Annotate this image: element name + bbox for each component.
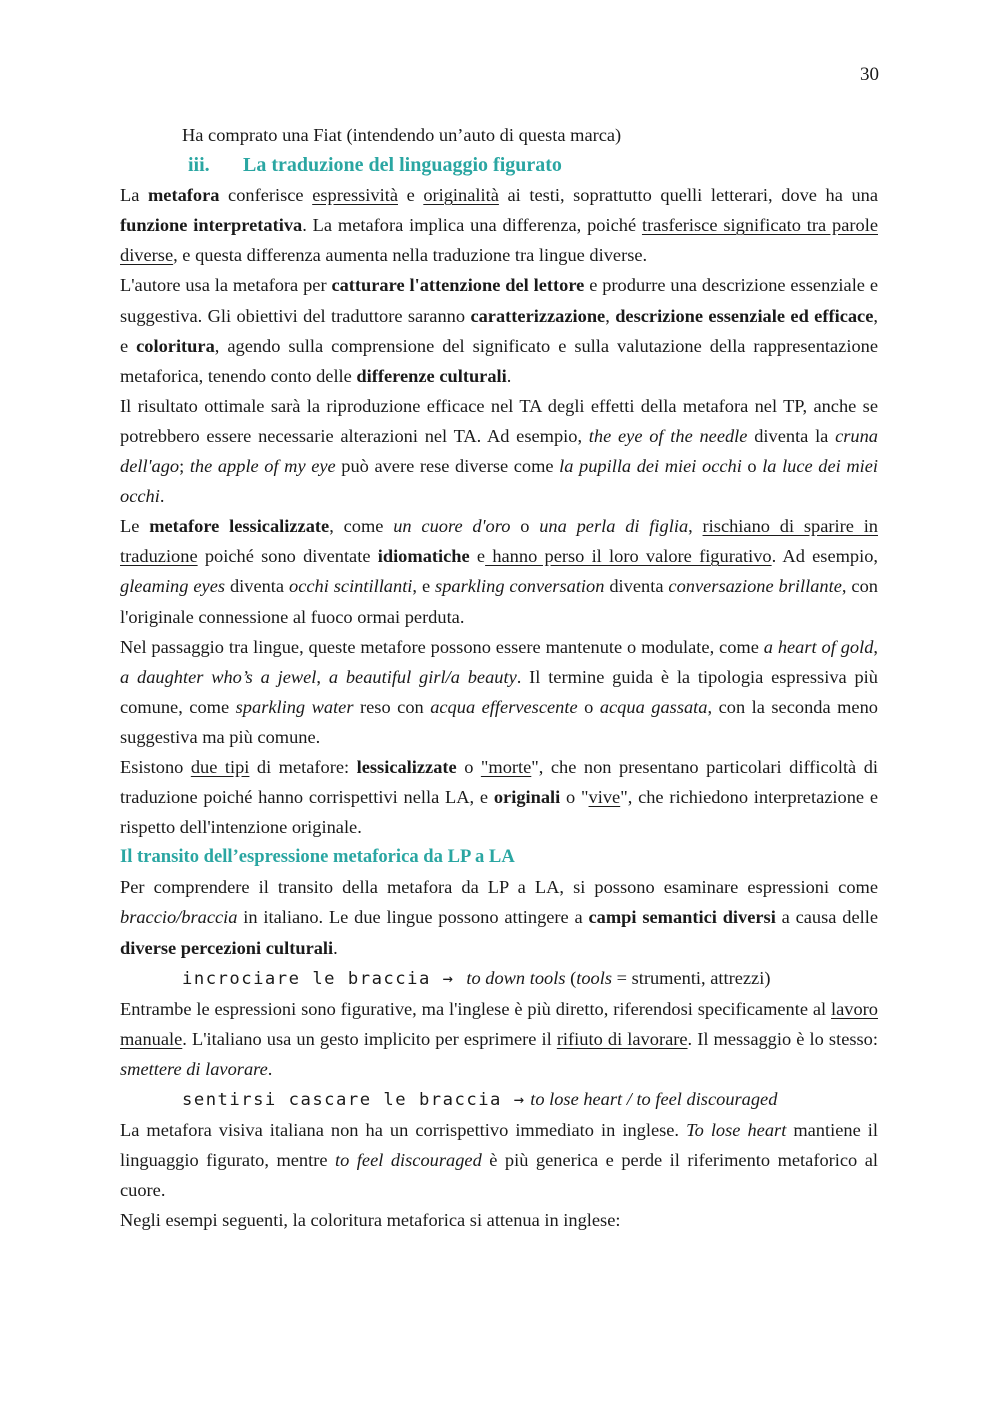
intro-line: Ha comprato una Fiat (intendendo un’auto di questa marca) — [182, 125, 622, 145]
section-subheading — [120, 150, 878, 180]
subheading-number: iii. — [188, 154, 210, 177]
paragraph-esempi-seguenti: Negli esempi seguenti, la coloritura metaforica si attenua in inglese: — [120, 1210, 621, 1231]
paragraph-autore: L'autore usa la metafora per catturare l'attenzione del lettore e produrre una descrizione essenziale e suggestiva. Gli obiettivi del traduttore saranno caratterizzazione, descrizione essenziale ed efficace, e coloritura, agendo sulla comprensione del significato e sulla valutazione della rappresentazione metaforica, tenendo conto delle differenze culturali. — [120, 275, 878, 386]
subheading-title: La traduzione del linguaggio figurato — [243, 154, 562, 177]
section-heading-transito: Il transito dell’espressione metaforica da LP a LA — [120, 846, 515, 868]
paragraph-metafora: La metafora conferisce espressività e originalità ai testi, soprattutto quelli letterari, dove ha una funzione interpretativa. La metafora implica una differenza, poiché trasferisce significato tra parole diverse, e questa differenza aumenta nella traduzione tra lingue diverse. — [120, 185, 878, 266]
page-number: 30 — [860, 64, 879, 85]
example-incrociare: incrociare le braccia → to down tools (tools = strumenti, attrezzi) — [182, 967, 771, 989]
paragraph-tipi: Esistono due tipi di metafore: lessicalizzate o "morte", che non presentano particolari difficoltà di traduzione poiché hanno corrispettivi nella LA, e originali o "vive", che richiedono interpretazione e rispetto dell'intenzione originale. — [120, 756, 879, 838]
paragraph-metafora-visiva: La metafora visiva italiana non ha un corrispettivo immediato in inglese. To lose heart mantiene il linguaggio figurato, mentre to feel discouraged è più generica e perde il riferimento metaforico al cuore. — [120, 1120, 879, 1201]
paragraph-entrambe: Entrambe le espressioni sono figurative, ma l'inglese è più diretto, riferendosi specificamente al lavoro manuale. L'italiano usa un gesto implicito per esprimere il rifiuto di lavorare. Il messaggio è lo stesso: smettere di lavorare. — [120, 998, 878, 1079]
paragraph-risultato: Il risultato ottimale sarà la riproduzione efficace nel TA degli effetti della metafora nel TP, anche se potrebbero essere necessarie alterazioni nel TA. Ad esempio, the eye of the needle diventa la cruna dell'ago; the apple of my eye può avere rese diverse come la pupilla dei miei occhi o la luce dei miei occhi. — [120, 395, 878, 507]
paragraph-lessicalizzate: Le metafore lessicalizzate, come un cuore d'oro o una perla di figlia, rischiano di sparire in traduzione poiché sono diventate idiomatiche e hanno perso il loro valore figurativo. Ad esempio, gleaming eyes diventa occhi scintillanti, e sparkling conversation diventa conversazione brillante, con l'originale connessione al fuoco ormai perduta. — [120, 516, 879, 627]
example-sentirsi: sentirsi cascare le braccia → to lose heart / to feel discouraged — [182, 1089, 778, 1110]
paragraph-passaggio: Nel passaggio tra lingue, queste metafore possono essere mantenute o modulate, come a heart of gold, a daughter who’s a jewel, a beautiful girl/a beauty. Il termine guida è la tipologia espressiva più comune, come sparkling water reso con acqua effervescente o acqua gassata, con la seconda meno suggestiva ma più comune. — [120, 636, 878, 747]
document-body — [120, 120, 878, 1235]
paragraph-transito: Per comprendere il transito della metafora da LP a LA, si possono esaminare espressioni come braccio/braccia in italiano. Le due lingue possono attingere a campi semantici diversi a causa delle diverse percezioni culturali. — [120, 877, 878, 958]
